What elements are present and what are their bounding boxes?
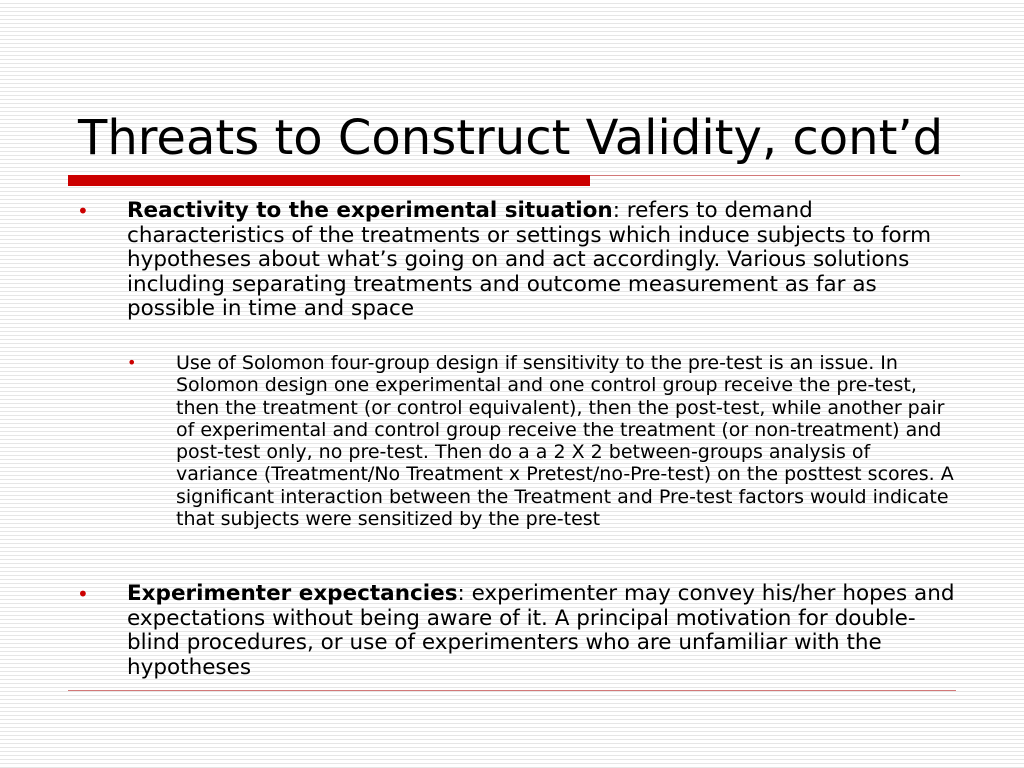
title-underline-red-bar bbox=[68, 175, 590, 186]
bullet-text: : experimenter may convey his/her hopes and expectations without being aware of it. A principal motivation for double-blind procedures, or use of experimenters who are unfamiliar with the hypotheses bbox=[127, 581, 955, 680]
bullet-term: Reactivity to the experimental situation bbox=[127, 198, 613, 223]
bullet-dot-icon: • bbox=[77, 582, 89, 606]
sub-bullet-solomon-design bbox=[127, 352, 956, 531]
bullet-experimenter-expectancies bbox=[77, 581, 957, 680]
bottom-divider-line bbox=[68, 690, 956, 691]
bullet-term: Experimenter expectancies bbox=[127, 581, 458, 606]
bullet-text: Use of Solomon four-group design if sensitivity to the pre-test is an issue. In Solomon design one experimental and one control group receive the pre-test, then the treatment (or control equivalent), then the post-test, while another pair of experimental and control group receive the treatment (or non-treatment) and post-test only, no pre-test. Then do a a 2 X 2 between-groups analysis of variance (Treatment/No Treatment x Pretest/no-Pre-test) on the posttest scores. A significant interaction between the Treatment and Pre-test factors would indicate that subjects were sensitized by the pre-test bbox=[176, 352, 954, 531]
bullet-dot-icon: • bbox=[127, 353, 137, 372]
bullet-dot-icon: • bbox=[77, 199, 89, 223]
bullet-text: : refers to demand characteristics of the treatments or settings which induce subjects to form hypotheses about what’s going on and act accordingly. Various solutions including separating treatments and outcome measurement as far as possible in time and space bbox=[127, 198, 932, 322]
bullet-reactivity bbox=[77, 198, 957, 322]
title-underline-thin-line bbox=[590, 175, 960, 176]
slide-title: Threats to Construct Validity, cont’d bbox=[78, 110, 944, 166]
